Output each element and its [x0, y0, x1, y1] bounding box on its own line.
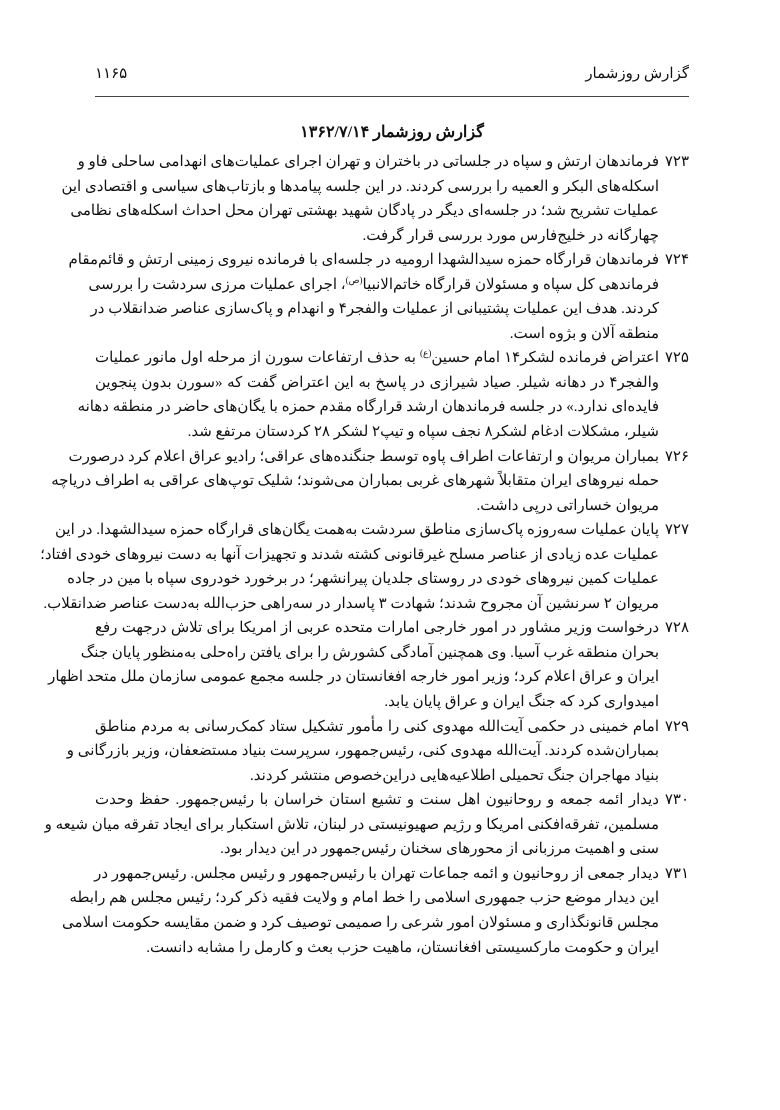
entry-line: [95, 788, 689, 813]
entry-line: [95, 862, 689, 887]
entry-line: [95, 224, 659, 249]
entry: [77, 346, 689, 444]
entry-line: [95, 715, 689, 740]
entry-text: این دیدار موضع حزب جمهوری اسلامی را خط امام و ولایت فقیه ذکر کرد؛ رئیس مجلس هم رابطه: [69, 890, 659, 907]
page-header: [95, 64, 689, 86]
entry-line: [51, 469, 659, 494]
entry: [44, 788, 689, 862]
entry-text: بمباران‌شده کردند. آیت‌الله مهدوی کنی، رئیس‌جمهور، سرپرست بنیاد مستضعفان، وزیر بازرگانی و: [66, 743, 659, 760]
entry: [51, 445, 689, 519]
entry-line: [62, 911, 659, 936]
entry-line: [48, 665, 659, 690]
entry-number: ۷۲۹: [664, 718, 689, 735]
entry-line: [66, 739, 659, 764]
entry-text: مریوان ۲ سرنشین آن مجروح شدند؛ شهادت ۳ پاسدار در سه‌راهی حزب‌الله به‌دست عناصر ضدانقلاب.: [43, 595, 659, 612]
entry-line: [95, 346, 689, 371]
entry: [40, 518, 689, 616]
entry-text: ایران و عراق اعلام کرد؛ وزیر امور خارجه افغانستان در جلسه مجمع عمومی سازمان ملل متحد اظهار: [48, 669, 659, 686]
entry-line: [95, 690, 659, 715]
entry-line: [61, 175, 659, 200]
entry-line: [95, 322, 659, 347]
entry: [62, 862, 689, 960]
entry-number: ۷۲۵: [664, 350, 689, 367]
entry-text: دیدار ائمه جمعه و روحانیون اهل سنت و تشیع استان خراسان با رئیس‌جمهور. حفظ وحدت: [95, 792, 659, 809]
entry-text: عملیات عده زیادی از عناصر مسلح غیرقانونی کشته شدند و تجهیزات آنها به دست نیروهای خودی افتاد؛: [40, 546, 659, 563]
entry-line: [77, 395, 659, 420]
entry-number: ۷۲۳: [664, 154, 689, 170]
entry-text: بحران منطقه غرب آسیا. وی همچنین آمادگی کشورش را برای یافتن راه‌حلی به‌منظور پایان جنگ: [80, 644, 659, 661]
entry-text: مسلمین، تفرقه‌افکنی امریکا و رژیم صهیونیستی در لبنان، تلاش استکبار برای ایجاد تفرقه میان شیعه و: [44, 816, 659, 833]
entry-line: [80, 641, 659, 666]
entry-number: ۷۲۶: [664, 448, 689, 465]
entry-line: [95, 837, 659, 862]
entry-text: دیدار جمعی از روحانیون و ائمه جماعات تهران با رئیس‌جمهور و رئیس مجلس. رئیس‌جمهور در: [94, 865, 659, 882]
entry-number: ۷۳۰: [664, 792, 689, 809]
entry-line: [88, 273, 659, 298]
entry-line: [69, 886, 659, 911]
entry-number: ۷۲۴: [664, 252, 689, 269]
entry: [68, 248, 689, 346]
entry-line: [44, 813, 659, 838]
entry-line: [95, 371, 659, 396]
entry-line: [95, 936, 659, 961]
entry-line: [40, 543, 659, 568]
entry-line: [55, 518, 689, 543]
entry: [66, 715, 689, 789]
entry-line: [77, 150, 689, 175]
entry-text: امیدواری کرد که جنگ ایران و عراق پایان یابد.: [384, 694, 659, 711]
entry-line: [95, 494, 659, 519]
entry: [48, 616, 689, 714]
entry-text: عملیات کمین نیروهای خودی در روستای جلدیان پیرانشهر؛ در برخورد خودروی سپاه با مین در جاده: [67, 571, 659, 588]
entry-line: [95, 616, 689, 641]
entry-number: ۷۲۸: [664, 620, 689, 637]
entry-line: [95, 420, 659, 445]
entry-text: فرماندهی کل سپاه و مسئولان قرارگاه خاتم‌الانبیا: [362, 276, 659, 293]
entry-number: ۷۲۷: [664, 522, 689, 539]
honorific-superscript: (ص): [345, 274, 363, 285]
entries-list: [40, 150, 689, 960]
entry-text: اسکله‌های البکر و العمیه را بررسی کردند. در این جلسه پیامدها و بازتاب‌های سیاسی و اقتصادی این: [61, 178, 659, 195]
entry-line: [70, 199, 659, 224]
entry-line: [43, 592, 659, 617]
section-title: گزارش روزشمار ۱۳۶۲/۷/۱۴: [300, 124, 484, 141]
entry-line: [67, 567, 659, 592]
entry-text: درخواست وزیر مشاور در امور خارجی امارات متحده عربی از امریکا برای تلاش درجهت رفع: [95, 620, 659, 637]
honorific-superscript: (ع): [420, 348, 432, 359]
entry-text: شیلر، مشکلات ادغام لشکر۸ نجف سپاه و تیپ۲ لشکر ۲۸ کردستان مرتفع شد.: [187, 424, 659, 441]
running-title: گزارش روزشمار: [585, 66, 689, 82]
entry-line: [90, 297, 659, 322]
entry-text: فرماندهان قرارگاه حمزه سیدالشهدا ارومیه در جلسه‌ای با فرمانده نیروی زمینی ارتش و قائم‌مقام: [68, 252, 659, 269]
entry-text: فرماندهان ارتش و سپاه در جلساتی در باختران و تهران اجرای عملیات‌های انهدامی ساحلی فاو و: [77, 154, 659, 170]
entry-line: [95, 764, 659, 789]
entry-text: ایران و حکومت مارکسیستی افغانستان، ماهیت حزب بعث و کارمل را مشابه دانست.: [146, 939, 659, 956]
entry-text: چهارگانه در خلیج‌فارس مورد بررسی قرار گرفت.: [362, 227, 659, 244]
entry-text: ، اجرای عملیات مرزی سردشت را بررسی: [88, 276, 346, 293]
entry-text: اعتراض فرمانده لشکر۱۴ امام حسین: [431, 350, 659, 367]
entry-text: فایده‌ای ندارد.» در جلسه فرماندهان ارشد قرارگاه مقدم حمزه با یگان‌های حاضر در منطقه دهانه: [77, 399, 659, 416]
entry-text: بنیاد مهاجران جنگ تحمیلی اطلاعیه‌هایی دراین‌خصوص منتشر کردند.: [250, 767, 659, 784]
entry-line: [68, 248, 689, 273]
entry-text: پایان عملیات سه‌روزه پاک‌سازی مناطق سردشت به‌همت یگان‌های قرارگاه حمزه سیدالشهدا. در این: [55, 522, 659, 539]
entry-text: امام خمینی در حکمی آیت‌الله مهدوی کنی را مأمور تشکیل ستاد کمک‌رسانی به مردم مناطق: [95, 718, 659, 735]
entry-text: سنی و اهمیت مرزبانی از محورهای سخنان رئیس‌جمهور در این دیدار بود.: [220, 841, 659, 858]
entry-text: والفجر۴ در دهانه شیلر. صیاد شیرازی در پاسخ به این اعتراض گفت که «سورن بدون پنجوین: [95, 374, 659, 391]
entry-text: حمله نیروهای ایران متقابلاً شهرهای غربی بمباران می‌شوند؛ شلیک توپ‌های عراقی به اطراف دریاچه: [51, 473, 659, 490]
entry: [61, 150, 689, 248]
entry-text: کردند. هدف این عملیات پشتیبانی از عملیات والفجر۴ و انهدام و پاک‌سازی عناصر ضدانقلاب در: [90, 301, 659, 318]
header-rule: [95, 96, 689, 97]
entry-line: [68, 445, 689, 470]
entry-number: ۷۳۱: [664, 865, 689, 882]
entry-text: مریوان خساراتی درپی داشت.: [476, 497, 659, 514]
page-number: ۱۱۶۵: [95, 66, 128, 82]
entry-text: عملیات تشریح شد؛ در جلسه‌ای دیگر در پادگان شهید بهشتی تهران محل احداث اسکله‌های نظامی: [70, 203, 659, 220]
entry-text: به حذف ارتفاعات سورن از مرحله اول مانور عملیات: [95, 350, 421, 367]
entry-text: بمباران مریوان و ارتفاعات اطراف پاوه توسط جنگنده‌های عراقی؛ رادیو عراق اعلام کرد درصورت: [68, 448, 659, 465]
entry-text: مجلس قانونگذاری و مسئولان امور شرعی را صمیمی توصیف کرد و ضمن مقایسه حکومت اسلامی: [62, 914, 659, 931]
entry-text: منطقه آلان و بژوه است.: [509, 325, 659, 342]
